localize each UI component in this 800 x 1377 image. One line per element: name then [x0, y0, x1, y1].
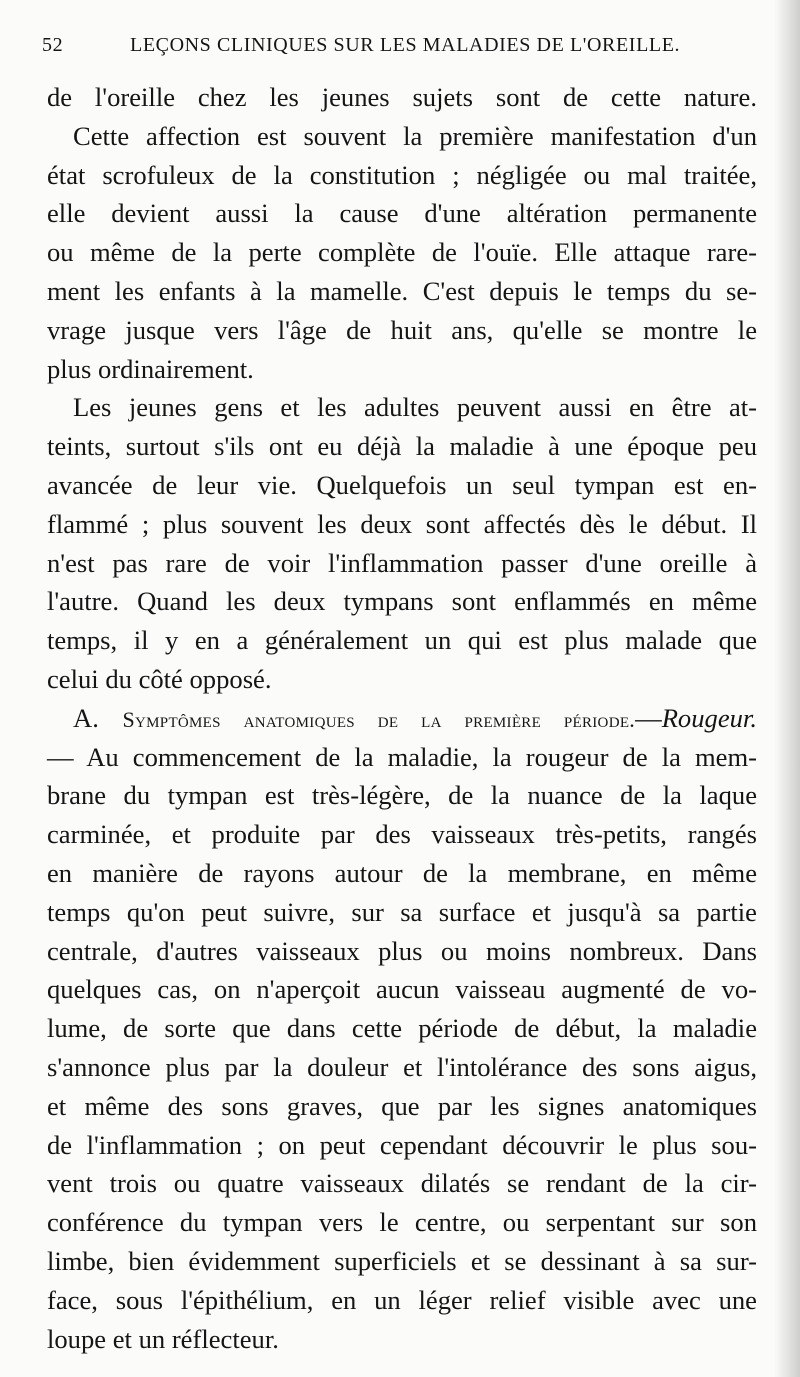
text-line: flammé ; plus souvent les deux sont affectés dès le début. Il: [47, 508, 757, 539]
text-line: celui du côté opposé.: [47, 663, 272, 694]
text-line: plus ordinairement.: [47, 353, 254, 384]
text-line: avancée de leur vie. Quelquefois un seul tympan est en-: [47, 469, 757, 500]
page-edge-shadow: [774, 0, 800, 1377]
section-heading-line: [47, 699, 757, 738]
text-line: en manière de rayons autour de la membrane, en même: [47, 857, 757, 888]
section-letter: A.: [73, 702, 99, 733]
text-line: face, sous l'épithélium, en un léger relief visible avec une: [47, 1284, 757, 1315]
text-line: lume, de sorte que dans cette période de début, la maladie: [47, 1013, 757, 1044]
text-line: loupe et un réflecteur.: [47, 1323, 279, 1354]
text-line: et même des sons graves, que par les signes anatomiques: [47, 1090, 757, 1121]
text-line: l'autre. Quand les deux tympans sont enflammés en même: [47, 586, 757, 617]
text-line: — Au commencement de la maladie, la rougeur de la mem-: [47, 741, 757, 772]
text-line: conférence du tympan vers le centre, ou serpentant sur son: [47, 1207, 757, 1238]
text-line: elle devient aussi la cause d'une altération permanente: [47, 198, 757, 229]
section-dash: —: [635, 702, 662, 733]
section-heading: Symptômes anatomiques de la première période.: [122, 706, 636, 732]
text-line: s'annonce plus par la douleur et l'intolérance des sons aigus,: [47, 1051, 757, 1082]
text-line: brane du tympan est très-légère, de la nuance de la laque: [47, 780, 757, 811]
text-line: Cette affection est souvent la première manifestation d'un: [73, 120, 757, 151]
text-line: vrage jusque vers l'âge de huit ans, qu'elle se montre le: [47, 314, 757, 345]
running-title: LEÇONS CLINIQUES SUR LES MALADIES DE L'OREILLE.: [130, 34, 681, 56]
text-line: de l'oreille chez les jeunes sujets sont de cette nature.: [47, 82, 757, 112]
text-line: teints, surtout s'ils ont eu déjà la maladie à une époque peu: [47, 431, 757, 462]
text-line: quelques cas, on n'aperçoit aucun vaisseau augmenté de vo-: [47, 974, 757, 1005]
text-line: carminée, et produite par des vaisseaux très-petits, rangés: [47, 819, 757, 850]
text-line: état scrofuleux de la constitution ; négligée ou mal traitée,: [47, 159, 757, 190]
body-text: [47, 78, 757, 1358]
page-number: 52: [42, 34, 64, 56]
text-line: centrale, d'autres vaisseaux plus ou moins nombreux. Dans: [47, 935, 757, 966]
text-line: de l'inflammation ; on peut cependant découvrir le plus sou-: [47, 1129, 757, 1160]
text-line: Les jeunes gens et les adultes peuvent aussi en être at-: [73, 392, 757, 423]
page-header: [42, 34, 762, 64]
text-line: vent trois ou quatre vaisseaux dilatés se rendant de la cir-: [47, 1168, 757, 1199]
text-line: temps qu'on peut suivre, sur sa surface et jusqu'à sa partie: [47, 896, 757, 927]
section-subheading: Rougeur.: [661, 702, 757, 733]
text-line: temps, il y en a généralement un qui est plus malade que: [47, 625, 757, 656]
text-line: limbe, bien évidemment superficiels et se dessinant à sa sur-: [47, 1245, 757, 1276]
text-line: ou même de la perte complète de l'ouïe. Elle attaque rare-: [47, 237, 757, 268]
text-line: n'est pas rare de voir l'inflammation passer d'une oreille à: [47, 547, 757, 578]
text-line: ment les enfants à la mamelle. C'est depuis le temps du se-: [47, 275, 757, 306]
